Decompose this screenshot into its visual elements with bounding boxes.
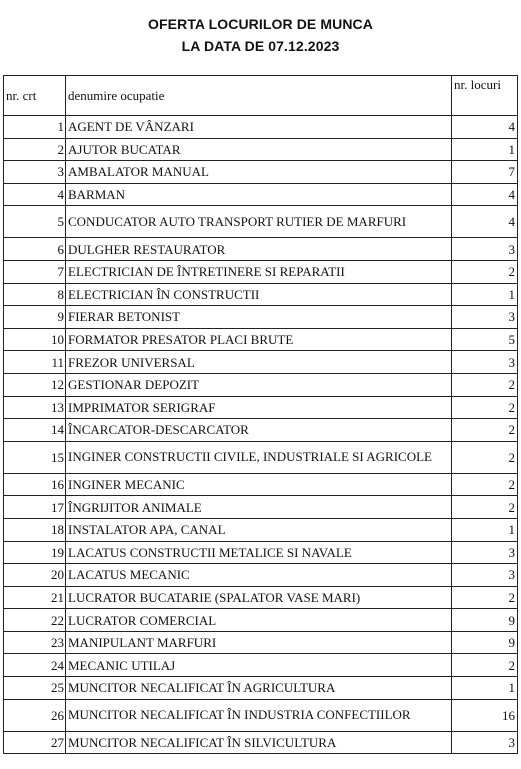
- occupation-name: MANIPULANT MARFURI: [66, 631, 452, 654]
- table-row: [4, 373, 518, 396]
- occupation-name: CONDUCATOR AUTO TRANSPORT RUTIER DE MARFURI: [66, 206, 452, 238]
- row-number: 13: [4, 396, 66, 419]
- positions-count: 3: [452, 306, 518, 329]
- positions-count: 2: [452, 419, 518, 442]
- table-row: [4, 541, 518, 564]
- occupation-name: FREZOR UNIVERSAL: [66, 351, 452, 374]
- table-row: [4, 699, 518, 731]
- positions-count: 1: [452, 518, 518, 541]
- occupation-name: LACATUS MECANIC: [66, 564, 452, 587]
- row-number: 15: [4, 441, 66, 473]
- document-subtitle-date: LA DATA DE 07.12.2023: [181, 38, 340, 54]
- positions-count: 1: [452, 138, 518, 161]
- positions-count: 3: [452, 564, 518, 587]
- occupation-name: FIERAR BETONIST: [66, 306, 452, 329]
- row-number: 22: [4, 609, 66, 632]
- table-row: [4, 441, 518, 473]
- occupation-name: MUNCITOR NECALIFICAT ÎN SILVICULTURA: [66, 731, 452, 754]
- document-title: OFERTA LOCURILOR DE MUNCA: [148, 16, 373, 32]
- positions-count: 1: [452, 283, 518, 306]
- positions-count: 1: [452, 677, 518, 700]
- table-row: [4, 473, 518, 496]
- row-number: 17: [4, 496, 66, 519]
- row-number: 4: [4, 183, 66, 206]
- row-number: 1: [4, 116, 66, 139]
- occupation-name: AMBALATOR MANUAL: [66, 161, 452, 184]
- row-number: 25: [4, 677, 66, 700]
- positions-count: 4: [452, 183, 518, 206]
- occupation-name: ÎNGRIJITOR ANIMALE: [66, 496, 452, 519]
- occupation-name: GESTIONAR DEPOZIT: [66, 373, 452, 396]
- table-header-row: [4, 76, 518, 116]
- occupation-name: BARMAN: [66, 183, 452, 206]
- table-row: [4, 564, 518, 587]
- row-number: 27: [4, 731, 66, 754]
- row-number: 9: [4, 306, 66, 329]
- row-number: 18: [4, 518, 66, 541]
- positions-count: 2: [452, 473, 518, 496]
- row-number: 2: [4, 138, 66, 161]
- table-row: [4, 518, 518, 541]
- positions-count: 2: [452, 396, 518, 419]
- table-row: [4, 631, 518, 654]
- positions-count: 2: [452, 586, 518, 609]
- table-row: [4, 138, 518, 161]
- row-number: 20: [4, 564, 66, 587]
- positions-count: 3: [452, 351, 518, 374]
- positions-count: 2: [452, 373, 518, 396]
- row-number: 3: [4, 161, 66, 184]
- table-row: [4, 677, 518, 700]
- table-row: [4, 183, 518, 206]
- occupation-name: ELECTRICIAN DE ÎNTRETINERE SI REPARATII: [66, 260, 452, 283]
- occupation-name: DULGHER RESTAURATOR: [66, 238, 452, 261]
- table-row: [4, 283, 518, 306]
- positions-count: 16: [452, 699, 518, 731]
- row-number: 7: [4, 260, 66, 283]
- table-row: [4, 419, 518, 442]
- row-number: 14: [4, 419, 66, 442]
- header-nr-crt: nr. crt: [4, 76, 66, 116]
- table-row: [4, 586, 518, 609]
- positions-count: 2: [452, 496, 518, 519]
- occupation-name: AJUTOR BUCATAR: [66, 138, 452, 161]
- row-number: 10: [4, 328, 66, 351]
- positions-count: 9: [452, 609, 518, 632]
- positions-count: 2: [452, 654, 518, 677]
- table-row: [4, 238, 518, 261]
- table-row: [4, 396, 518, 419]
- positions-count: 3: [452, 541, 518, 564]
- header-nr-locuri: nr. locuri: [452, 76, 518, 116]
- row-number: 8: [4, 283, 66, 306]
- row-number: 16: [4, 473, 66, 496]
- row-number: 26: [4, 699, 66, 731]
- positions-count: 7: [452, 161, 518, 184]
- positions-count: 2: [452, 260, 518, 283]
- occupation-name: LACATUS CONSTRUCTII METALICE SI NAVALE: [66, 541, 452, 564]
- table-row: [4, 731, 518, 754]
- positions-count: 3: [452, 731, 518, 754]
- table-row: [4, 260, 518, 283]
- positions-count: 4: [452, 116, 518, 139]
- positions-count: 2: [452, 441, 518, 473]
- occupation-name: MECANIC UTILAJ: [66, 654, 452, 677]
- occupation-name: LUCRATOR BUCATARIE (SPALATOR VASE MARI): [66, 586, 452, 609]
- occupation-name: ELECTRICIAN ÎN CONSTRUCTII: [66, 283, 452, 306]
- occupation-name: INGINER MECANIC: [66, 473, 452, 496]
- positions-count: 4: [452, 206, 518, 238]
- occupation-name: IMPRIMATOR SERIGRAF: [66, 396, 452, 419]
- table-row: [4, 609, 518, 632]
- jobs-table: [3, 75, 518, 754]
- occupation-name: FORMATOR PRESATOR PLACI BRUTE: [66, 328, 452, 351]
- row-number: 24: [4, 654, 66, 677]
- occupation-name: LUCRATOR COMERCIAL: [66, 609, 452, 632]
- row-number: 23: [4, 631, 66, 654]
- occupation-name: INSTALATOR APA, CANAL: [66, 518, 452, 541]
- row-number: 19: [4, 541, 66, 564]
- occupation-name: MUNCITOR NECALIFICAT ÎN AGRICULTURA: [66, 677, 452, 700]
- row-number: 6: [4, 238, 66, 261]
- row-number: 21: [4, 586, 66, 609]
- table-row: [4, 496, 518, 519]
- table-row: [4, 306, 518, 329]
- occupation-name: INGINER CONSTRUCTII CIVILE, INDUSTRIALE SI AGRICOLE: [66, 441, 452, 473]
- occupation-name: MUNCITOR NECALIFICAT ÎN INDUSTRIA CONFECTIILOR: [66, 699, 452, 731]
- header-denumire-ocupatie: denumire ocupatie: [66, 76, 452, 116]
- row-number: 11: [4, 351, 66, 374]
- table-row: [4, 351, 518, 374]
- table-row: [4, 654, 518, 677]
- row-number: 12: [4, 373, 66, 396]
- table-row: [4, 116, 518, 139]
- positions-count: 3: [452, 238, 518, 261]
- table-row: [4, 206, 518, 238]
- positions-count: 9: [452, 631, 518, 654]
- positions-count: 5: [452, 328, 518, 351]
- table-row: [4, 328, 518, 351]
- row-number: 5: [4, 206, 66, 238]
- occupation-name: ÎNCARCATOR-DESCARCATOR: [66, 419, 452, 442]
- occupation-name: AGENT DE VÂNZARI: [66, 116, 452, 139]
- table-row: [4, 161, 518, 184]
